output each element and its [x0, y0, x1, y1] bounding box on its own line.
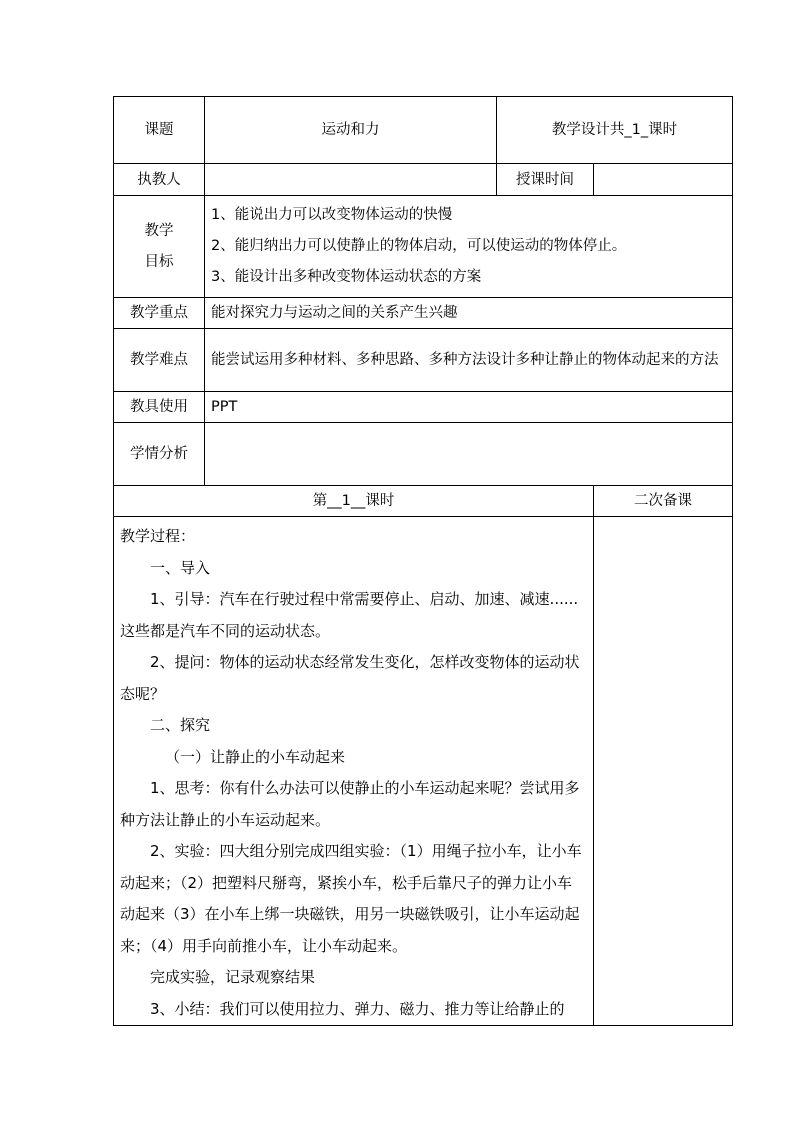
analysis-label: 学情分析 [114, 423, 205, 486]
time-label: 授课时间 [497, 164, 594, 196]
section-heading-explore: 二、探究 [150, 716, 211, 734]
difficulty-label: 教学难点 [114, 329, 205, 392]
key-point-row [114, 298, 733, 329]
process-row [114, 517, 733, 1026]
analysis-value [205, 423, 733, 486]
difficulty-row [114, 329, 733, 392]
time-value [594, 164, 733, 196]
tools-value: PPT [205, 392, 733, 423]
goal-item: 1、能说出力可以改变物体运动的快慢 [211, 207, 453, 223]
section-heading-intro: 一、导入 [150, 558, 211, 577]
key-point-value: 能对探究力与运动之间的关系产生兴趣 [205, 298, 733, 329]
process-paragraph: 3、小结：我们可以使用拉力、弹力、磁力、推力等让给静止的 [150, 999, 565, 1018]
subsection-heading: （一）让静止的小车动起来 [165, 747, 346, 766]
key-point-label: 教学重点 [114, 298, 205, 329]
process-paragraph: 1、思考：你有什么办法可以使静止的小车运动起来呢？尝试用多种方法让静止的小车运动起来。 [120, 779, 580, 829]
goal-item: 2、能归纳出力可以使静止的物体启动，可以使运动的物体停止。 [211, 238, 627, 254]
difficulty-value: 能尝试运用多种材料、多种思路、多种方法设计多种让静止的物体动起来的方法 [205, 329, 733, 392]
teacher-value [205, 164, 497, 196]
topic-label: 课题 [114, 97, 205, 164]
goals-row [114, 196, 733, 298]
process-content [114, 517, 594, 1026]
process-paragraph: 完成实验，记录观察结果 [150, 968, 316, 986]
process-paragraph: 2、提问：物体的运动状态经常发生变化，怎样改变物体的运动状态呢？ [120, 653, 580, 703]
tools-row [114, 392, 733, 423]
design-note: 教学设计共_1_课时 [497, 97, 733, 164]
analysis-row [114, 423, 733, 486]
process-paragraph: 1、引导：汽车在行驶过程中常需要停止、启动、加速、减速......这些都是汽车不同的运动状态。 [120, 590, 579, 640]
process-heading: 教学过程： [120, 527, 196, 545]
goals-content [205, 196, 733, 298]
teacher-label: 执教人 [114, 164, 205, 196]
topic-row [114, 97, 733, 164]
goal-item: 3、能设计出多种改变物体运动状态的方案 [211, 269, 482, 285]
goals-label [114, 196, 205, 298]
session-row [114, 486, 733, 517]
goals-label-line1: 教学 [144, 222, 174, 239]
tools-label: 教具使用 [114, 392, 205, 423]
lesson-plan-table [113, 96, 733, 1026]
goals-label-line2: 目标 [144, 253, 174, 270]
secondary-prep-content [594, 517, 733, 1026]
process-paragraph: 2、实验：四大组分别完成四组实验：（1）用绳子拉小车，让小车动起来；（2）把塑料尺掰弯，紧挨小车，松手后靠尺子的弹力让小车动起来（3）在小车上绑一块磁铁，用另一块磁铁吸引，让小车运动起来；（4）用手向前推小车，让小车动起来。 [120, 842, 582, 955]
topic-value: 运动和力 [205, 97, 497, 164]
session-title: 第__1__课时 [114, 486, 594, 517]
secondary-prep-label: 二次备课 [594, 486, 733, 517]
teacher-row [114, 164, 733, 196]
